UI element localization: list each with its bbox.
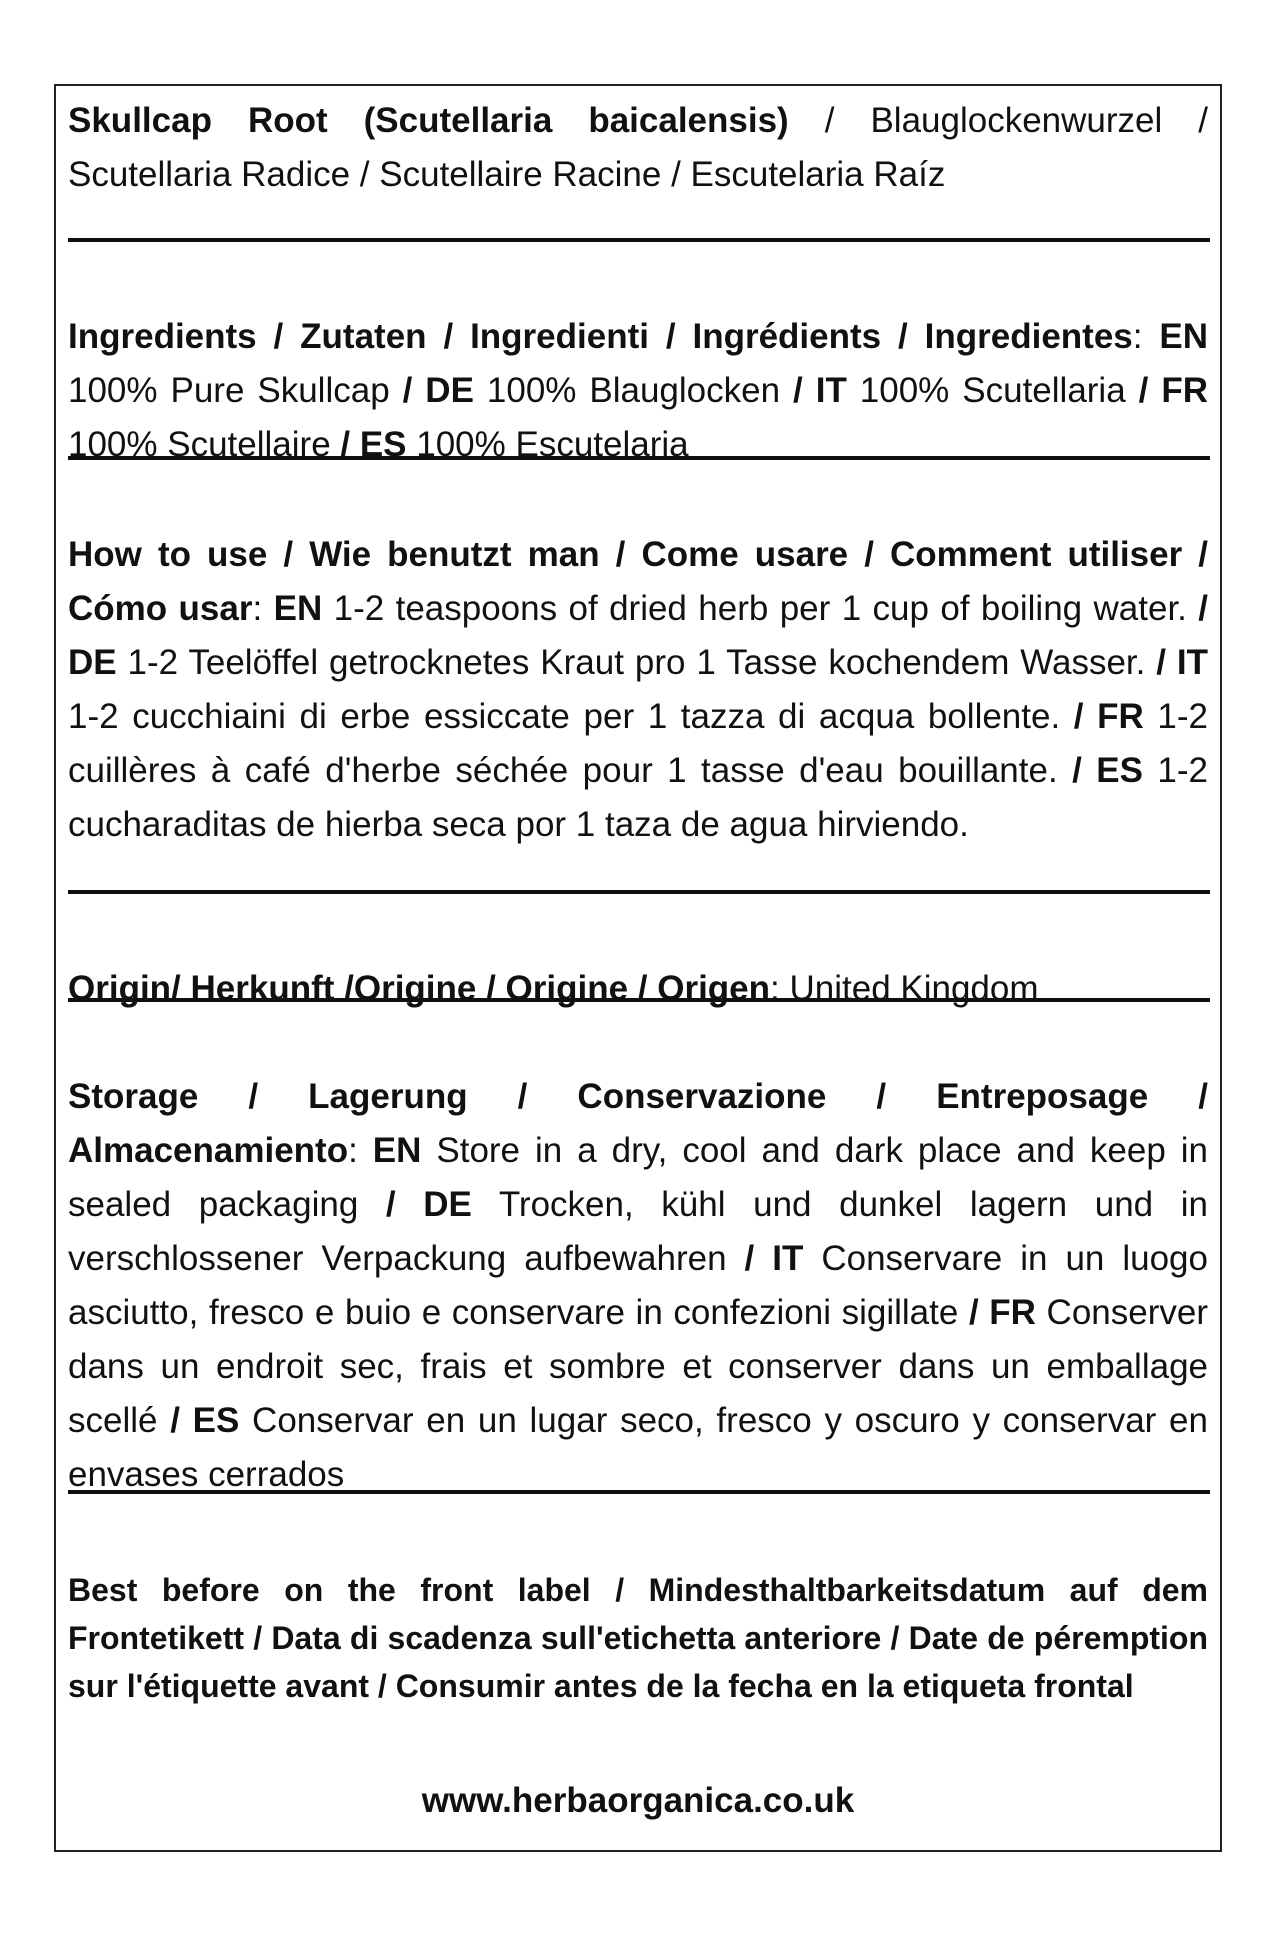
lang-code-de: / DE	[385, 1185, 472, 1224]
lang-code-en: EN	[273, 589, 323, 628]
section-divider	[68, 1490, 1210, 1494]
section-divider	[68, 238, 1210, 242]
usage-en: 1-2 teaspoons of dried herb per 1 cup of boiling water.	[322, 589, 1199, 628]
product-title	[68, 94, 1208, 202]
storage-heading: Storage / Lagerung / Conservazione / Entreposage / Almacenamiento	[68, 1077, 1208, 1170]
lang-code-es: / ES	[170, 1401, 240, 1440]
storage-fr: Conserver dans un endroit sec, frais et sombre et conserver dans un emballage scellé	[68, 1293, 1209, 1440]
product-label	[54, 84, 1222, 1852]
lang-code-it: / IT	[793, 371, 847, 410]
usage-es: 1-2 cucharaditas de hierba seca por 1 taza de agua hirviendo.	[68, 751, 1209, 844]
storage-de: Trocken, kühl und dunkel lagern und in verschlossener Verpackung aufbewahren	[68, 1185, 1208, 1278]
usage-section: How to use / Wie benutzt man / Come usare / Comment utiliser / Cómo usar: EN 1-2 teaspoons of dried herb per 1 cup of boiling water. / DE 1-2 Teelöffel getrocknetes Kraut pro 1 Tasse kochendem Wasser. / IT 1-2 cucchiaini di erbe essiccate per 1 tazza di acqua bollente. / FR 1-2 cuillères à café d'herbe séchée pour 1 tasse d'eau bouillante. / ES 1-2 cucharaditas de hierba seca por 1 taza de agua hirviendo.	[68, 535, 1209, 844]
ingredients-en: 100% Pure Skullcap	[68, 371, 403, 410]
origin-value: United Kingdom	[789, 969, 1039, 1008]
usage-heading: How to use / Wie benutzt man / Come usare / Comment utiliser / Cómo usar	[68, 535, 1208, 628]
product-name-latin: Skullcap Root (Scutellaria baicalensis)	[68, 101, 789, 140]
lang-code-it: / IT	[744, 1239, 804, 1278]
section-divider	[68, 998, 1210, 1002]
lang-code-es: / ES	[1072, 751, 1143, 790]
best-before-section: Best before on the front label / Mindesthaltbarkeitsdatum auf dem Frontetikett / Data di scadenza sull'etichetta anteriore / Date de péremption sur l'étiquette avant / Consumir antes de la fecha en la etiqueta frontal	[68, 1572, 1208, 1704]
usage-fr: 1-2 cuillères à café d'herbe séchée pour 1 tasse d'eau bouillante.	[68, 697, 1208, 790]
ingredients-de: 100% Blauglocken	[473, 371, 794, 410]
product-name-translations: / Blauglockenwurzel / Scutellaria Radice / Scutellaire Racine / Escutelaria Raíz	[68, 101, 1208, 194]
lang-code-fr: / FR	[968, 1293, 1036, 1332]
ingredients-heading: Ingredients / Zutaten / Ingredienti / Ingrédients / Ingredientes	[68, 317, 1133, 356]
storage-es: Conservar en un lugar seco, fresco y oscuro y conservar en envases cerrados	[68, 1401, 1208, 1494]
ingredients-es: 100% Escutelaria	[406, 425, 689, 464]
origin-heading: Origin/ Herkunft /Origine / Origine / Origen	[68, 969, 771, 1008]
ingredients-it: 100% Scutellaria	[846, 371, 1139, 410]
usage-de: 1-2 Teelöffel getrocknetes Kraut pro 1 Tasse kochendem Wasser.	[116, 643, 1157, 682]
ingredients-section: Ingredients / Zutaten / Ingredienti / Ingrédients / Ingredientes: EN 100% Pure Skullcap / DE 100% Blauglocken / IT 100% Scutellaria / FR 100% Scutellaire / ES 100% Escutelaria	[68, 317, 1208, 464]
section-divider	[68, 456, 1210, 460]
lang-code-en: EN	[1159, 317, 1208, 356]
storage-section: Storage / Lagerung / Conservazione / Entreposage / Almacenamiento: EN Store in a dry, cool and dark place and keep in sealed packaging / DE Trocken, kühl und dunkel lagern und in verschlossener Verpackung aufbewahren / IT Conservare in un luogo asciutto, fresco e buio e conservare in confezioni sigillate / FR Conserver dans un endroit sec, frais et sombre et conserver dans un emballage scellé / ES Conservar en un lugar seco, fresco y oscuro y conservar en envases cerrados	[68, 1077, 1209, 1494]
origin-section: Origin/ Herkunft /Origine / Origine / Origen: United Kingdom	[68, 969, 1039, 1008]
lang-code-de: / DE	[402, 371, 474, 410]
lang-code-fr: / FR	[1073, 697, 1144, 736]
ingredients-fr: 100% Scutellaire	[68, 425, 341, 464]
lang-code-fr: / FR	[1138, 371, 1208, 410]
storage-it: Conservare in un luogo asciutto, fresco e buio e conservare in confezioni sigillate	[68, 1239, 1208, 1332]
storage-en: Store in a dry, cool and dark place and keep in sealed packaging	[68, 1131, 1208, 1224]
lang-code-it: / IT	[1156, 643, 1208, 682]
website-url: www.herbaorganica.co.uk	[421, 1781, 855, 1820]
lang-code-es: / ES	[340, 425, 407, 464]
lang-code-en: EN	[372, 1131, 422, 1170]
usage-it: 1-2 cucchiaini di erbe essiccate per 1 tazza di acqua bollente.	[68, 697, 1074, 736]
section-divider	[68, 890, 1210, 894]
lang-code-de: / DE	[68, 589, 1209, 682]
